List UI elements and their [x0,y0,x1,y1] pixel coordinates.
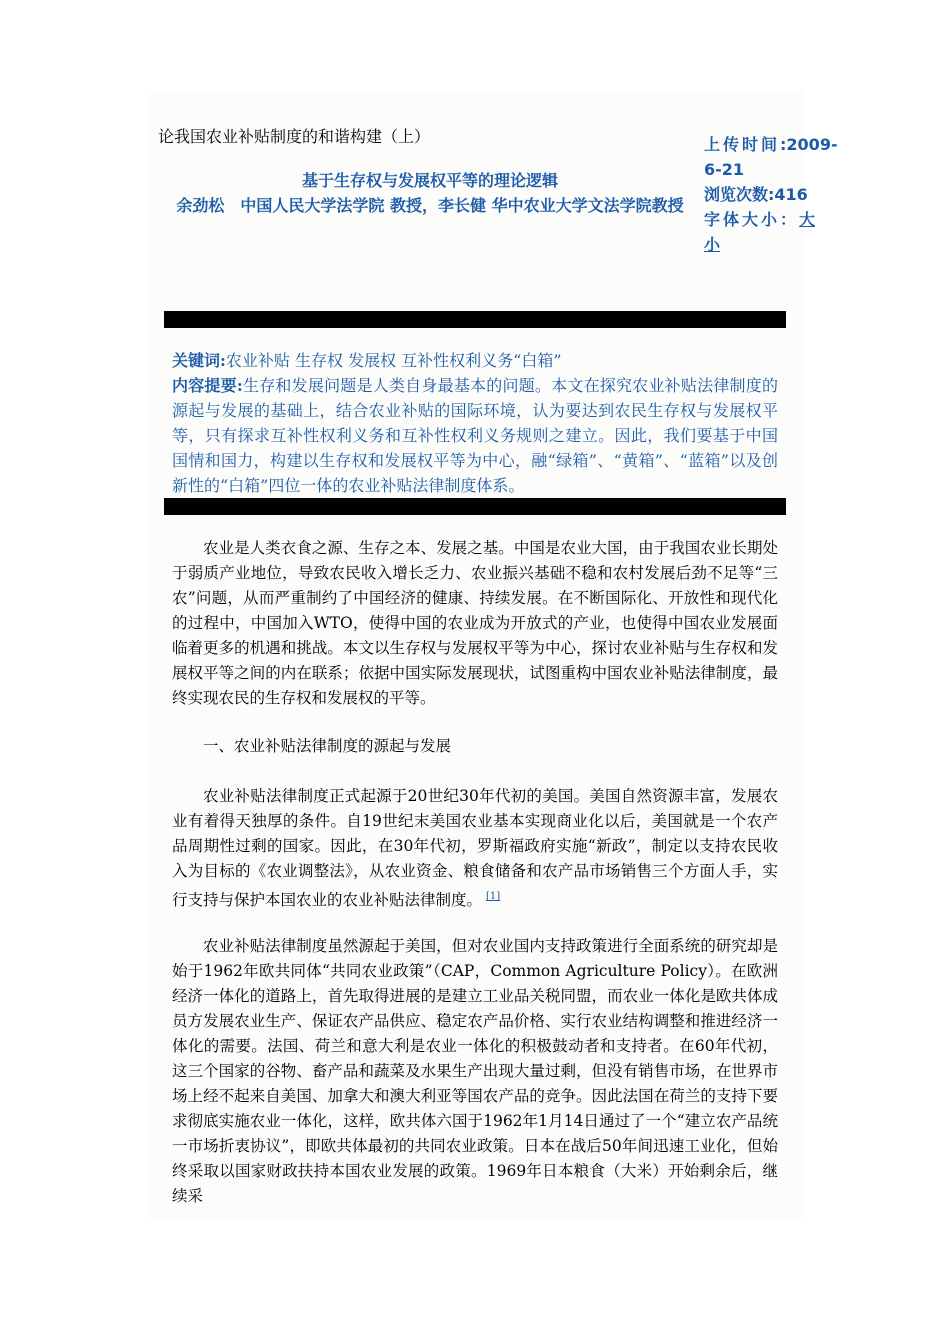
paragraph-cap: 农业补贴法律制度虽然源起于美国，但对农业国内支持政策进行全面系统的研究却是始于1962年欧共同体“共同农业政策”（CAP，Common Agriculture Policy）。在欧洲经济一体化的道路上，首先取得进展的是建立工业品关税同盟，而农业一体化是欧共体成员方发展农业生产、保证农产品供应、稳定农产品价格、实行农业结构调整和推进经济一体化的需要。法国、荷兰和意大利是农业一体化的积极鼓动者和支持者。在60年代初，这三个国家的谷物、畜产品和蔬菜及水果生产出现大量过剩，但没有销售市场，在世界市场上经不起来自美国、加拿大和澳大利亚等国农产品的竞争。因此法国在荷兰的支持下要求彻底实施农业一体化，这样，欧共体六国于1962年1月14日通过了一个“建立农产品统一市场折衷协议”，即欧共体最初的共同农业政策。日本在战后50年间迅速工业化，但始终采取以国家财政扶持本国农业发展的政策。1969年日本粮食（大米）开始剩余后，继续采 [172,937,778,1205]
paragraph-origin: 农业补贴法律制度正式起源于20世纪30年代初的美国。美国自然资源丰富，发展农业有着得天独厚的条件。自19世纪末美国农业基本实现商业化以后，美国就是一个农产品周期性过剩的国家。因此，在30年代初，罗斯福政府实施“新政”，制定以支持农民收入为目标的《农业调整法》，从农业资金、粮食储备和农产品市场销售三个方面人手，实行支持与保护本国农业的农业补贴法律制度。 [1] [172,787,778,910]
subtitle: 基于生存权与发展权平等的理论逻辑 [301,171,558,190]
keywords: 关键词:农业补贴 生存权 发展权 互补性权利义务“白箱” [172,351,562,370]
page-title: 论我国农业补贴制度的和谐构建（上） [158,127,431,146]
upload-time: 上传时间:2009-6-21 [704,135,838,179]
font-size-large-link[interactable]: 大 [799,210,816,229]
paragraph-intro: 农业是人类衣食之源、生存之本、发展之基。中国是农业大国，由于我国农业长期处于弱质产业地位，导致农民收入增长乏力、农业振兴基础不稳和农村发展后劲不足等“三农”问题，从而严重制约了中国经济的健康、持续发展。在不断国际化、开放性和现代化的过程中，中国加入WTO，使得中国的农业成为开放式的产业，也使得中国农业发展面临着更多的机遇和挑战。本文以生存权与发展权平等为中心，探讨农业补贴与生存权和发展权平等之间的内在联系；依据中国实际发展现状，试图重构中国农业补贴法律制度，最终实现农民的生存权和发展权的平等。 [172,539,778,707]
summary: 内容提要:生存和发展问题是人类自身最基本的问题。本文在探究农业补贴法律制度的源起与发展的基础上，结合农业补贴的国际环境，认为要达到农民生存权与发展权平等，只有探求互补性权利义务和互补性权利义务规则之建立。因此，我们要基于中国国情和国力，构建以生存权和发展权平等为中心，融“绿箱”、“黄箱”、“蓝箱”以及创新性的“白箱”四位一体的农业补贴法律制度体系。 [172,376,778,495]
font-size-small-link[interactable]: 小 [704,235,721,254]
divider-bar-top [164,311,786,328]
font-size-control: 字体大小：大 小 [704,210,816,254]
section-heading: 一、农业补贴法律制度的源起与发展 [203,737,452,755]
article-meta [704,132,844,257]
subtitle-block [170,168,690,218]
authors-line: 余劲松 中国人民大学法学院 教授，李长健 华中农业大学文法学院教授 [176,196,684,215]
divider-bar-bottom [164,498,786,515]
view-count: 浏览次数:416 [704,185,808,204]
footnote-link[interactable]: [1] [486,891,501,902]
abstract-block [172,348,778,498]
